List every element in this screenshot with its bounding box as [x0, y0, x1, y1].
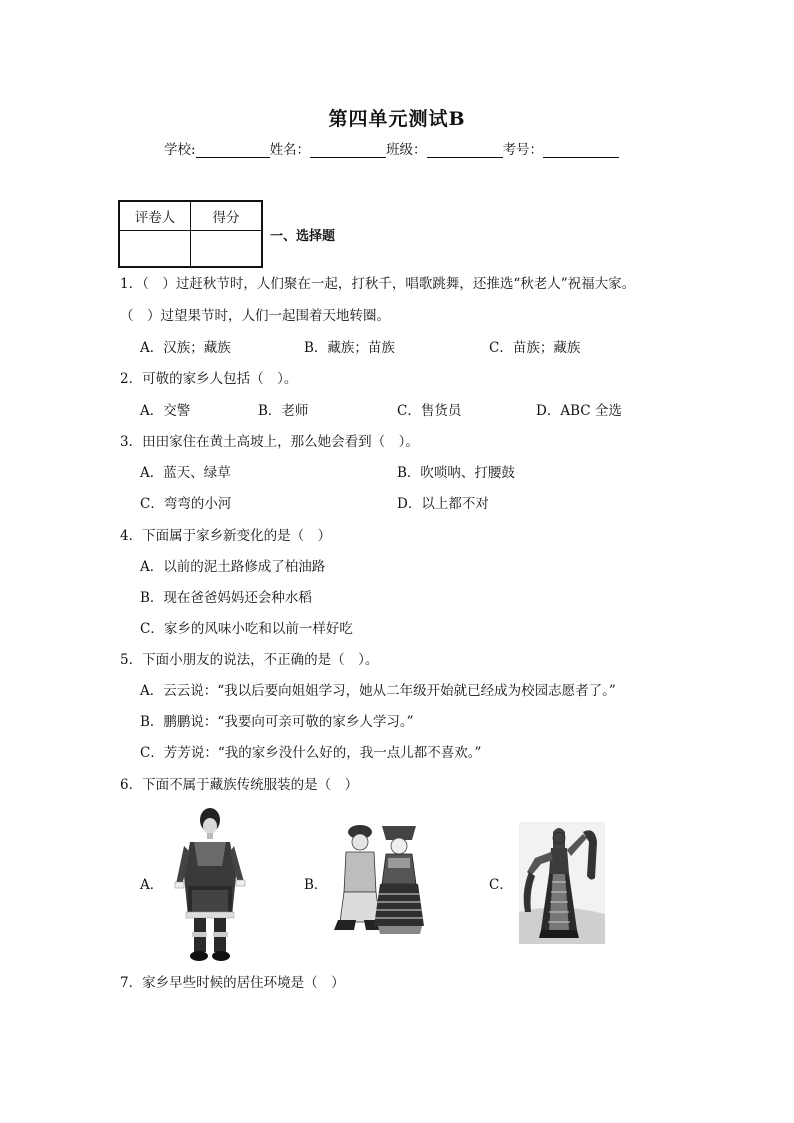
q2-option-a[interactable]: A．交警: [140, 403, 191, 419]
q6-option-c[interactable]: C．: [489, 877, 513, 893]
name-blank[interactable]: [310, 143, 386, 158]
tibetan-man-illustration: [172, 806, 252, 962]
q2-option-c[interactable]: C．售货员: [397, 403, 462, 419]
tibetan-dancer-image[interactable]: [519, 822, 605, 944]
student-info-row: [164, 138, 619, 158]
q3-option-c[interactable]: C．弯弯的小河: [140, 496, 232, 512]
q1-option-a[interactable]: A．汉族；藏族: [140, 340, 231, 356]
q1-option-c[interactable]: C．苗族；藏族: [489, 340, 581, 356]
miao-couple-illustration: [330, 822, 426, 940]
exam-no-label: 考号：: [502, 142, 544, 158]
score-header: 得分: [191, 201, 263, 231]
class-label: 班级：: [386, 142, 427, 158]
question-5: 5．下面小朋友的说法，不正确的是（ ）。: [120, 652, 379, 668]
question-3: 3．田田家住在黄土高坡上，那么她会看到（ ）。: [120, 434, 419, 450]
section-heading: 一、选择题: [270, 229, 336, 244]
class-blank[interactable]: [427, 143, 503, 158]
q3-option-b[interactable]: B．吹唢呐、打腰鼓: [397, 465, 515, 481]
exam-no-blank[interactable]: [543, 143, 619, 158]
q6-option-a[interactable]: A．: [140, 877, 164, 893]
q2-option-b[interactable]: B．老师: [258, 403, 309, 419]
question-7: 7．家乡早些时候的居住环境是（ ）: [120, 975, 345, 991]
score-cell[interactable]: [191, 231, 263, 268]
tibetan-man-image[interactable]: [172, 806, 252, 962]
question-6: 6．下面不属于藏族传统服装的是（ ）: [120, 777, 359, 793]
question-1-line-1: 1．（ ）过赶秋节时，人们聚在一起，打秋千，唱歌跳舞，还推选“秋老人”祝福大家。: [120, 276, 636, 292]
miao-couple-image[interactable]: [330, 822, 426, 940]
tibetan-dancer-illustration: [519, 822, 605, 944]
name-label: 姓名：: [269, 142, 311, 158]
q1-option-b[interactable]: B．藏族；苗族: [304, 340, 395, 356]
q5-option-b[interactable]: B．鹏鹏说：“我要向可亲可敬的家乡人学习。”: [140, 714, 414, 730]
grader-header: 评卷人: [119, 201, 191, 231]
score-table: [118, 200, 263, 268]
q3-option-a[interactable]: A．蓝天、绿草: [140, 465, 231, 481]
q2-option-d[interactable]: D．ABC 全选: [536, 403, 622, 419]
question-2: 2．可敬的家乡人包括（ ）。: [120, 371, 298, 387]
q4-option-b[interactable]: B．现在爸爸妈妈还会种水稻: [140, 590, 312, 606]
question-1-line-2: （ ）过望果节时，人们一起围着天地转圈。: [120, 308, 390, 324]
question-4: 4．下面属于家乡新变化的是（ ）: [120, 528, 332, 544]
page-title: 第四单元测试B: [328, 108, 466, 130]
q5-option-a[interactable]: A．云云说：“我以后要向姐姐学习，她从二年级开始就已经成为校园志愿者了。”: [140, 683, 616, 699]
school-label: 学校:: [164, 142, 196, 158]
q4-option-c[interactable]: C．家乡的风味小吃和以前一样好吃: [140, 621, 353, 637]
grader-cell[interactable]: [119, 231, 191, 268]
q5-option-c[interactable]: C．芳芳说：“我的家乡没什么好的，我一点儿都不喜欢。”: [140, 745, 482, 761]
q6-option-b[interactable]: B．: [304, 877, 328, 893]
school-blank[interactable]: [196, 143, 270, 158]
q3-option-d[interactable]: D．以上都不对: [397, 496, 489, 512]
q4-option-a[interactable]: A．以前的泥土路修成了柏油路: [140, 559, 326, 575]
